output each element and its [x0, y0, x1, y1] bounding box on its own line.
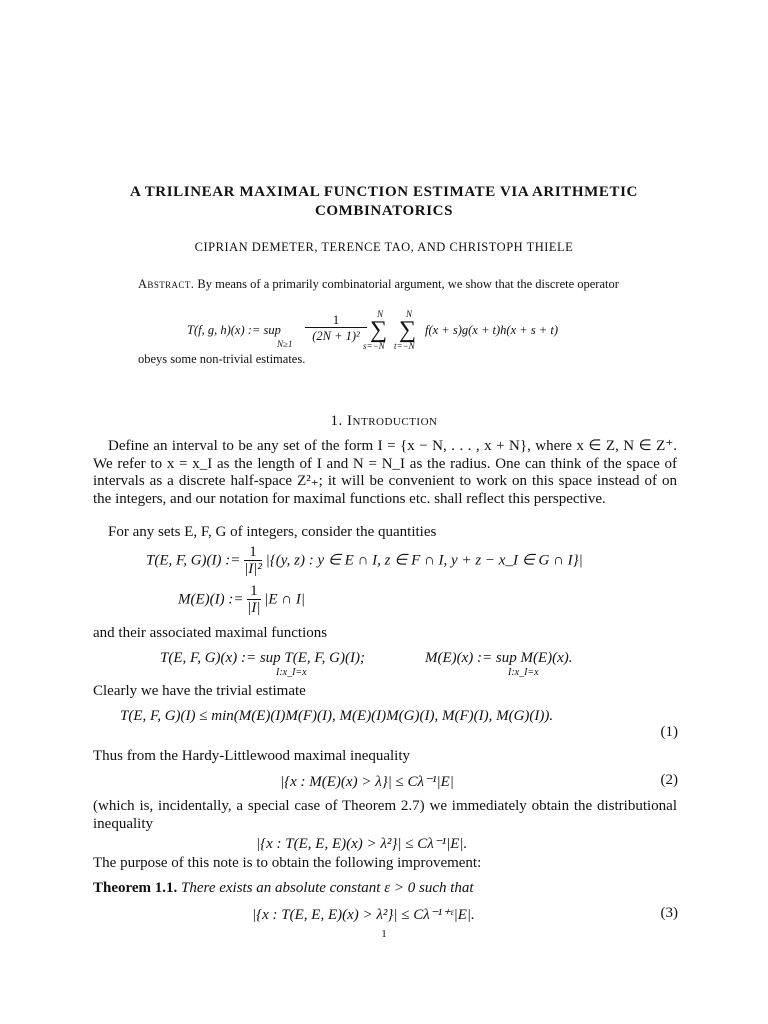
formula-summand: f(x + s)g(x + t)h(x + s + t) [425, 323, 559, 337]
theorem-heading: Theorem 1.1. [93, 880, 178, 896]
sum1-sigma: ∑ [370, 317, 388, 343]
eq-T-fraction [244, 545, 262, 577]
equation-maximal-T: T(E, F, G)(x) := sup T(E, F, G)(I); [160, 650, 365, 666]
equation-distributional: |{x : T(E, E, E)(x) > λ²}| ≤ Cλ⁻¹|E|. [256, 836, 468, 852]
eq-M-frac-den: |I| [247, 600, 261, 616]
paper-title [60, 183, 708, 221]
abstract-heading: Abstract. [138, 277, 195, 291]
equation-1-number: (1) [660, 724, 678, 740]
paragraph-quantities: For any sets E, F, G of integers, consider the quantities [108, 524, 437, 540]
sum2-upper: N [405, 309, 412, 319]
paragraph-definition: Define an interval to be any set of the form I = {x − N, . . . , x + N}, where x ∈ Z, N ∈ Z⁺. We refer to x = x_I as the length of I and N = N_I as the radius. One can think of the space of intervals as a discrete half-space Z²₊; it will be convenient to work on this space instead of on the integers, and our notation for maximal functions etc. shall reflect this perspective. [93, 438, 677, 507]
section-title: Introduction [347, 413, 438, 429]
equation-1: T(E, F, G)(I) ≤ min(M(E)(I)M(F)(I), M(E)(I)M(G)(I), M(F)(I), M(G)(I)). [120, 708, 554, 724]
abstract [138, 276, 632, 292]
abstract-conclusion: obeys some non-trivial estimates. [138, 352, 306, 366]
equation-2: |{x : M(E)(x) > λ}| ≤ Cλ⁻¹|E| [280, 774, 454, 790]
eq-T-frac-num: 1 [244, 545, 262, 561]
eq-M-rhs: |E ∩ I| [264, 591, 306, 608]
paragraph-hardy-littlewood: Thus from the Hardy-Littlewood maximal inequality [93, 748, 411, 764]
maximal-M-subscript: I:x_I=x [508, 667, 539, 678]
title-line-2: COMBINATORICS [314, 203, 454, 219]
paragraph-maximal-functions: and their associated maximal functions [93, 625, 328, 641]
sum2-sigma: ∑ [399, 317, 417, 343]
equation-3: |{x : T(E, E, E)(x) > λ²}| ≤ Cλ⁻¹⁺ᵋ|E|. [252, 907, 475, 923]
formula-frac-denominator: (2N + 1)² [312, 329, 360, 343]
equation-3-number: (3) [660, 905, 678, 921]
title-line-1: A TRILINEAR MAXIMAL FUNCTION ESTIMATE VIA ARITHMETIC [130, 184, 638, 200]
equation-maximal-M: M(E)(x) := sup M(E)(x). [425, 650, 573, 666]
author-list: CIPRIAN DEMETER, TERENCE TAO, AND CHRISTOPH THIELE [194, 240, 574, 254]
equation-T-definition [146, 545, 583, 577]
paragraph-distributional: (which is, incidentally, a special case of Theorem 2.7) we immediately obtain the distributional inequality [93, 798, 677, 832]
sum1-upper: N [376, 309, 383, 319]
sum1-lower: s=−N [363, 341, 385, 351]
paragraph-improvement: The purpose of this note is to obtain the following improvement: [93, 855, 482, 871]
eq-T-rhs: |{(y, z) : y ∈ E ∩ I, z ∈ F ∩ I, y + z − x_I ∈ G ∩ I}| [265, 552, 583, 569]
theorem-statement: There exists an absolute constant ε > 0 such that [181, 880, 474, 896]
paragraph-trivial-estimate: Clearly we have the trivial estimate [93, 683, 306, 699]
maximal-T-subscript: I:x_I=x [276, 667, 307, 678]
equation-M-definition [178, 584, 305, 616]
eq-M-fraction [247, 584, 260, 616]
formula-sup-subscript: N≥1 [277, 339, 293, 349]
equation-2-number: (2) [660, 772, 678, 788]
abstract-formula [187, 309, 607, 355]
page-number: 1 [381, 928, 387, 940]
eq-T-frac-den: |I|² [244, 561, 262, 577]
section-number: 1. [330, 413, 343, 429]
abstract-text: By means of a primarily combinatorial argument, we show that the discrete operator [197, 277, 619, 291]
section-heading [60, 413, 708, 430]
eq-M-lhs: M(E)(I) := [178, 591, 244, 608]
sum2-lower: t=−N [394, 341, 415, 351]
theorem-1-1 [93, 880, 677, 898]
eq-M-frac-num: 1 [247, 584, 260, 600]
formula-frac-numerator: 1 [305, 313, 367, 328]
formula-lhs: T(f, g, h)(x) := sup [187, 323, 281, 337]
eq-T-lhs: T(E, F, G)(I) := [146, 552, 241, 569]
